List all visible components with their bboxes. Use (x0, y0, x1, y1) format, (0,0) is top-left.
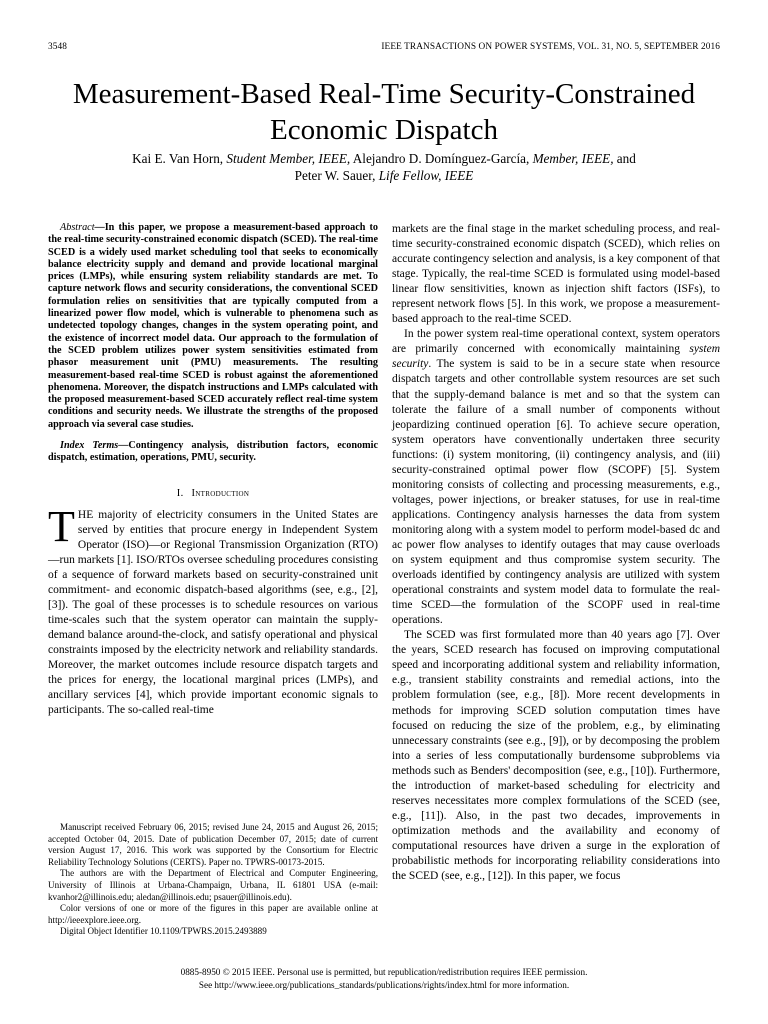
right-column (392, 222, 720, 884)
intro-paragraph-2 (392, 327, 720, 628)
left-column (48, 222, 378, 718)
intro-paragraph-3: The SCED was first formulated more than 40 years ago [7]. Over the years, SCED research has focused on improving computational speed and incorporating additional system and reliability information, e.g., transient stability constraints and remedial actions, into the problem formulation (see, e.g., [8]). More recent developments in methods for improving SCED solution computation times have focused on reducing the size of the problem, e.g., by eliminating unnecessary constraints (see e.g., [9]), or by decomposing the problem into a series of less computationally burdensome subproblems via methods such as Benders' decomposition (see, e.g., [10]). Furthermore, the introduction of market-based scheduling for electricity and reserves necessitates more complex formulations of the SCED (see, e.g., [11]). Also, in the past two decades, improvements in optimization methods and the availability and economy of computational resources have driven a surge in the exploration of probabilistic methods for incorporating reliability considerations into the SCED (see, e.g., [12]). In this paper, we focus (392, 629, 720, 883)
author-2-name: Alejandro D. Domínguez-García, (352, 151, 530, 166)
abstract-label: Abstract (60, 222, 95, 233)
index-terms-dash: — (118, 440, 129, 452)
author-conjunction: and (616, 151, 636, 166)
section-number: I. (176, 487, 184, 499)
intro-paragraph-1-text: HE majority of electricity consumers in the United States are served by entities that procure energy in Independent System Operator (ISO)—or Regional Transmission Organization (RTO)—run markets [1]. ISO/RTOs oversee scheduling procedures consisting of a sequence of forward markets based on security-constrained unit commitment- and economic dispatch-based algorithms (see, e.g., [2], [3]). The goal of these processes is to schedule resources on various time-scales such that the system operator can maintain the supply-demand balance around-the-clock, and satisfy operational and physical constraints imposed by the electricity network and reliability standards. Moreover, the market outcomes include resource dispatch targets and the prices for energy, the locational marginal prices (LMPs), and ancillary services [4], which provide important economic signals to participants. The so-called real-time (48, 508, 378, 717)
footnote-affiliation: The authors are with the Department of Electrical and Computer Engineering, University of Illinois at Urbana-Champaign, Urbana, IL 61801 USA (e-mail: kvanhor2@illinois.edu; aledan@illinois.edu; psauer@illinois.edu). (48, 868, 378, 902)
intro-paragraph-2-start: In the power system real-time operational context, system operators are primarily concerned with economically maintaining (392, 328, 720, 356)
intro-emphasis: system security (392, 343, 721, 371)
author-2-role: Member, IEEE, (532, 151, 614, 166)
footnote-color: Color versions of one or more of the figures in this paper are available online at http://ieeexplore.ieee.org. (48, 903, 378, 925)
journal-header: IEEE TRANSACTIONS ON POWER SYSTEMS, VOL. 31, NO. 5, SEPTEMBER 2016 (381, 42, 720, 52)
title-line-1: Measurement-Based Real-Time Security-Constrained (72, 78, 696, 110)
intro-paragraph-2-rest: . The system is said to be in a secure state when resource dispatch targets and other controllable system resources are set such that the supply-demand balance is met and so that the system can tolerate the failure of a small number of components without jeopardizing continued operation [6]. To achieve secure operation, system operators have conventionally undertaken three security functions: (i) system monitoring, (ii) contingency analysis, and (iii) security-constrained optimal power flow (SCOPF) [5]. System monitoring consists of collecting and processing measurements, e.g., voltages, power injections, or breaker statuses, for use in real-time applications. Contingency analysis harnesses the data from system monitoring along with a system model to perform model-based dc and ac power flow analyses to identify outages that may cause overloads on system equipment and thus compromise system security. The overloads identified by contingency analysis are utilized with system operational constraints and system model data to formulate the real-time SCED—the formulation of the SCOPF used in real-time operations. (392, 358, 720, 627)
author-3-role: Life Fellow, IEEE (378, 167, 474, 183)
author-1-name: Kai E. Van Horn, (132, 151, 224, 166)
intro-paragraph-1 (48, 501, 378, 719)
drop-cap: T (48, 501, 75, 551)
page-number: 3548 (48, 42, 67, 52)
section-heading (48, 488, 378, 499)
index-terms-text: Contingency analysis, distribution factors, economic dispatch, estimation, operations, PMU, security. (48, 440, 378, 464)
author-list (60, 151, 708, 184)
footnote-manuscript: Manuscript received February 06, 2015; revised June 24, 2015 and August 26, 2015; accepted October 04, 2015. Date of publication December 07, 2015; date of current version August 17, 2016. This work was supported by the Consortium for Electric Reliability Technology Solutions (CERTS). Paper no. TPWRS-00173-2015. (48, 822, 378, 867)
index-terms-label: Index Terms (60, 440, 119, 452)
section-title: Introduction (191, 487, 250, 499)
paper-title (30, 76, 738, 148)
copyright-footer (48, 966, 720, 991)
intro-paragraph-1-continued: markets are the final stage in the market scheduling process, and real-time security-constrained economic dispatch (SCED), which relies on accurate contingency selection and analysis, is a key component of that stage. Typically, the real-time SCED is formulated using model-based linear flow sensitivities, known as injection shift factors (ISFs), to represent network flows [5]. In this work, we propose a measurement-based approach to the real-time SCED. (392, 223, 720, 326)
title-line-2: Economic Dispatch (270, 114, 498, 146)
index-terms (48, 440, 378, 465)
rights-link-line: See http://www.ieee.org/publications_standards/publications/rights/index.html for more information. (198, 979, 570, 990)
footnote-doi: Digital Object Identifier 10.1109/TPWRS.2015.2493889 (60, 926, 267, 937)
abstract-text: In this paper, we propose a measurement-based approach to the real-time security-constrained economic dispatch (SCED). The real-time SCED is a widely used market scheduling tool that seeks to economically balance electricity supply and demand and provide locational marginal prices (LMPs), while ensuring system reliability standards are met. To capture network flows and security considerations, the conventional SCED formulation relies on sensitivities that are typically computed from a linearized power flow model, which is vulnerable to phenomena such as undetected topology changes, changes in the system operating point, and the existence of incorrect model data. Our approach to the formulation of the SCED problem utilizes power system sensitivities estimated from phasor measurement unit (PMU) measurements. The resulting measurement-based real-time SCED is robust against the aforementioned phenomena. Moreover, the dispatch instructions and LMPs calculated with the proposed measurement-based SCED accurately reflect real-time system conditions and security needs. We illustrate the strengths of the proposed approach via several case studies. (48, 222, 378, 430)
copyright-line: 0885-8950 © 2015 IEEE. Personal use is permitted, but republication/redistribution requires IEEE permission. (180, 967, 588, 977)
abstract-dash: — (94, 222, 105, 233)
abstract (48, 222, 378, 431)
author-1-role: Student Member, IEEE, (226, 151, 351, 166)
footnotes (48, 822, 378, 938)
author-3-name: Peter W. Sauer, (294, 167, 376, 183)
